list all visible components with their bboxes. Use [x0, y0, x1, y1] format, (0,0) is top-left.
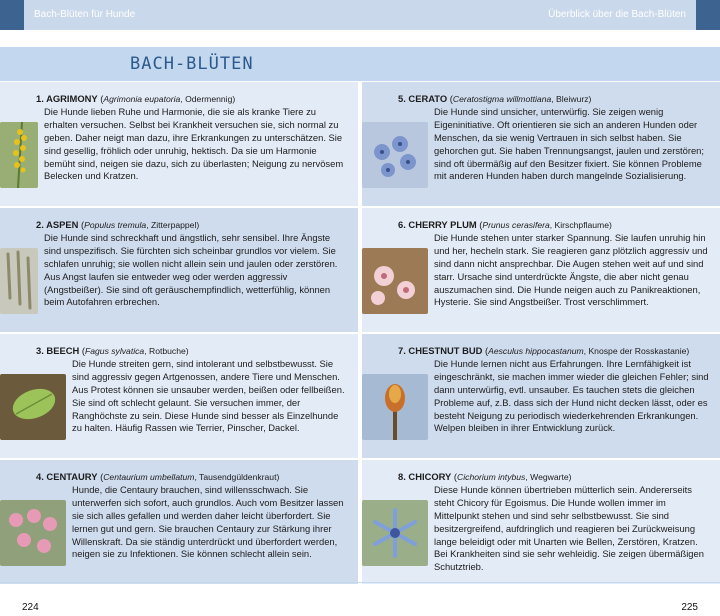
entry-text: Die Hunde lieben Ruhe und Harmonie, die sie als kranke Tiere zu erhalten versuchen. Selbst bei Krankheit versuchen sie, sich normal zu geben. Daher neigt man dazu, ihre Erkrankungen zu unterschätzen. Sie sind gesellig, fröhlich oder unruhig, hektisch. Da sie um Harmonie bemüht sind, neigen sie dazu, sich zu überlasten; Neigung zu nervösem Belecken und Kratzen.: [44, 105, 344, 182]
entry-chicory: [362, 460, 720, 584]
entry-cerato: [362, 82, 720, 206]
page-number-left: 224: [22, 602, 39, 613]
entry-agrimony: [0, 82, 358, 206]
entry-heading: 3. BEECH (Fagus sylvatica, Rotbuche): [36, 345, 189, 356]
section-title: BACH-BLÜTEN: [130, 54, 254, 74]
page-tab-right: [696, 0, 720, 30]
bottom-rule: [0, 582, 720, 583]
running-head-right: Überblick über die Bach-Blüten: [548, 9, 686, 20]
entry-heading: 4. CENTAURY (Centaurium umbellatum, Tausendgüldenkraut): [36, 471, 280, 482]
section-band: [0, 47, 720, 81]
entry-beech: [0, 334, 358, 458]
entry-text: Die Hunde lernen nicht aus Erfahrungen. Ihre Lernfähigkeit ist eingeschränkt, sie machen immer wieder die gleichen Fehler; sind dann unterwürfig, evtl. unsauber. Es tauchen stets die gleichen Probleme auf, z.B. dass sich der Hund nicht decken lässt, oder es besteht Neigung zu periodisch wiederkehrenden Erkrankungen. Welpen bleiben in ihrer Entwicklung zurück.: [434, 357, 709, 434]
centaury-photo: [0, 500, 66, 566]
entry-heading: 2. ASPEN (Populus tremula, Zitterpappel): [36, 219, 200, 230]
entry-text: Hunde, die Centaury brauchen, sind willensschwach. Sie unterwerfen sich sofort, auch grundlos. Auch vom Besitzer lassen sie sich alles gefallen und werden daher leicht überfordert. Sie lernen gut und gern. Sie brauchen Centaury zur Stärkung ihrer Willenskraft. Da sie ständig unterdrückt und überfordert werden, neigen sie zu Infektionen. Sie können schlecht allein sein.: [72, 483, 344, 560]
entry-chestnut-bud: [362, 334, 720, 458]
entry-heading: 7. CHESTNUT BUD (Aesculus hippocastanum, Knospe der Rosskastanie): [398, 345, 690, 356]
entries-grid: [0, 82, 720, 582]
entry-heading: 6. CHERRY PLUM (Prunus cerasifera, Kirschpflaume): [398, 219, 612, 230]
entry-centaury: [0, 460, 358, 584]
running-head-left: Bach-Blüten für Hunde: [34, 9, 136, 20]
entry-text: Die Hunde stehen unter starker Spannung. Sie laufen unruhig hin und her, hecheln stark. Sie reagieren ganz plötzlich aggressiv und sind dann nicht ansprechbar. Die Augen stehen weit auf und sind starr. Ursache sind unterdrückte Ängste, die aber nicht genau auszumachen sind. Die Hunde neigen auch zu Panikreaktionen, Hysterie. Sie sind Angstbeißer. Trost verschlimmert.: [434, 231, 708, 308]
entry-text: Die Hunde sind unsicher, unterwürfig. Sie zeigen wenig Eigeninitiative. Oft orientieren sie sich an anderen Hunden oder Menschen, da sie wenig Vertrauen in sich selbst haben. Sie gehorchen gut. Sie haben Trennungsangst, jaulen und zerstören; sind oft übermäßig auf den Besitzer fixiert. Sie können Probleme mit anderen Hunden haben durch mangelnde Sozialisierung.: [434, 105, 704, 182]
page-tab-left: [0, 0, 24, 30]
cerato-photo: [362, 122, 428, 188]
entry-text: Die Hunde streiten gern, sind intolerant und selbstbewusst. Sie sind aggressiv gegen Artgenossen, andere Tiere und Menschen. Aus Protest können sie unsauber werden, beißen oder fellbeißen. Sie sind oft schlecht gelaunt. Sie versuchen immer, der Ranghöchste zu sein. Diese Hunde sind besser als Einzelhunde zu halten. Häufig Rassen wie Terrier, Pinscher, Dackel.: [72, 357, 345, 434]
aspen-photo: [0, 248, 38, 314]
page-number-right: 225: [681, 602, 698, 613]
entry-cherry-plum: [362, 208, 720, 332]
entry-heading: 8. CHICORY (Cichorium intybus, Wegwarte): [398, 471, 572, 482]
entry-heading: 5. CERATO (Ceratostigma willmottiana, Bleiwurz): [398, 93, 592, 104]
chestnut-bud-photo: [362, 374, 428, 440]
agrimony-photo: [0, 122, 38, 188]
cherry-plum-photo: [362, 248, 428, 314]
running-head: [0, 0, 720, 30]
entry-text: Die Hunde sind schreckhaft und ängstlich, sehr sensibel. Ihre Ängste sind unspezifisch. Sie fürchten sich scheinbar grundlos vor vielem. Sie schlafen unruhig; sie wollen nicht allein sein und jaulen oder zerstören. Aus Angst laufen sie entweder weg oder werden aggressiv (Angstbeißer). Sie sind oft geräuschempfindlich, wetterfühlig, können beim Autofahren erbrechen.: [44, 231, 338, 308]
beech-photo: [0, 374, 66, 440]
entry-heading: 1. AGRIMONY (Agrimonia eupatoria, Odermennig): [36, 93, 236, 104]
entry-aspen: [0, 208, 358, 332]
chicory-photo: [362, 500, 428, 566]
entry-text: Diese Hunde können übertrieben mütterlich sein. Andererseits steht Chicory für Egoismus. Die Hunde wollen immer im Mittelpunkt stehen und sind sehr selbstbewusst. Sie sind besitzergreifend, aufdringlich und reagieren bei Zurückweisung lange beleidigt oder mit Unarten wie Bellen, Zerstören, Kratzen. Bei Krankheiten sind sie sehr wehleidig. Sie zeigen übermäßigen Schutztrieb.: [434, 483, 704, 573]
